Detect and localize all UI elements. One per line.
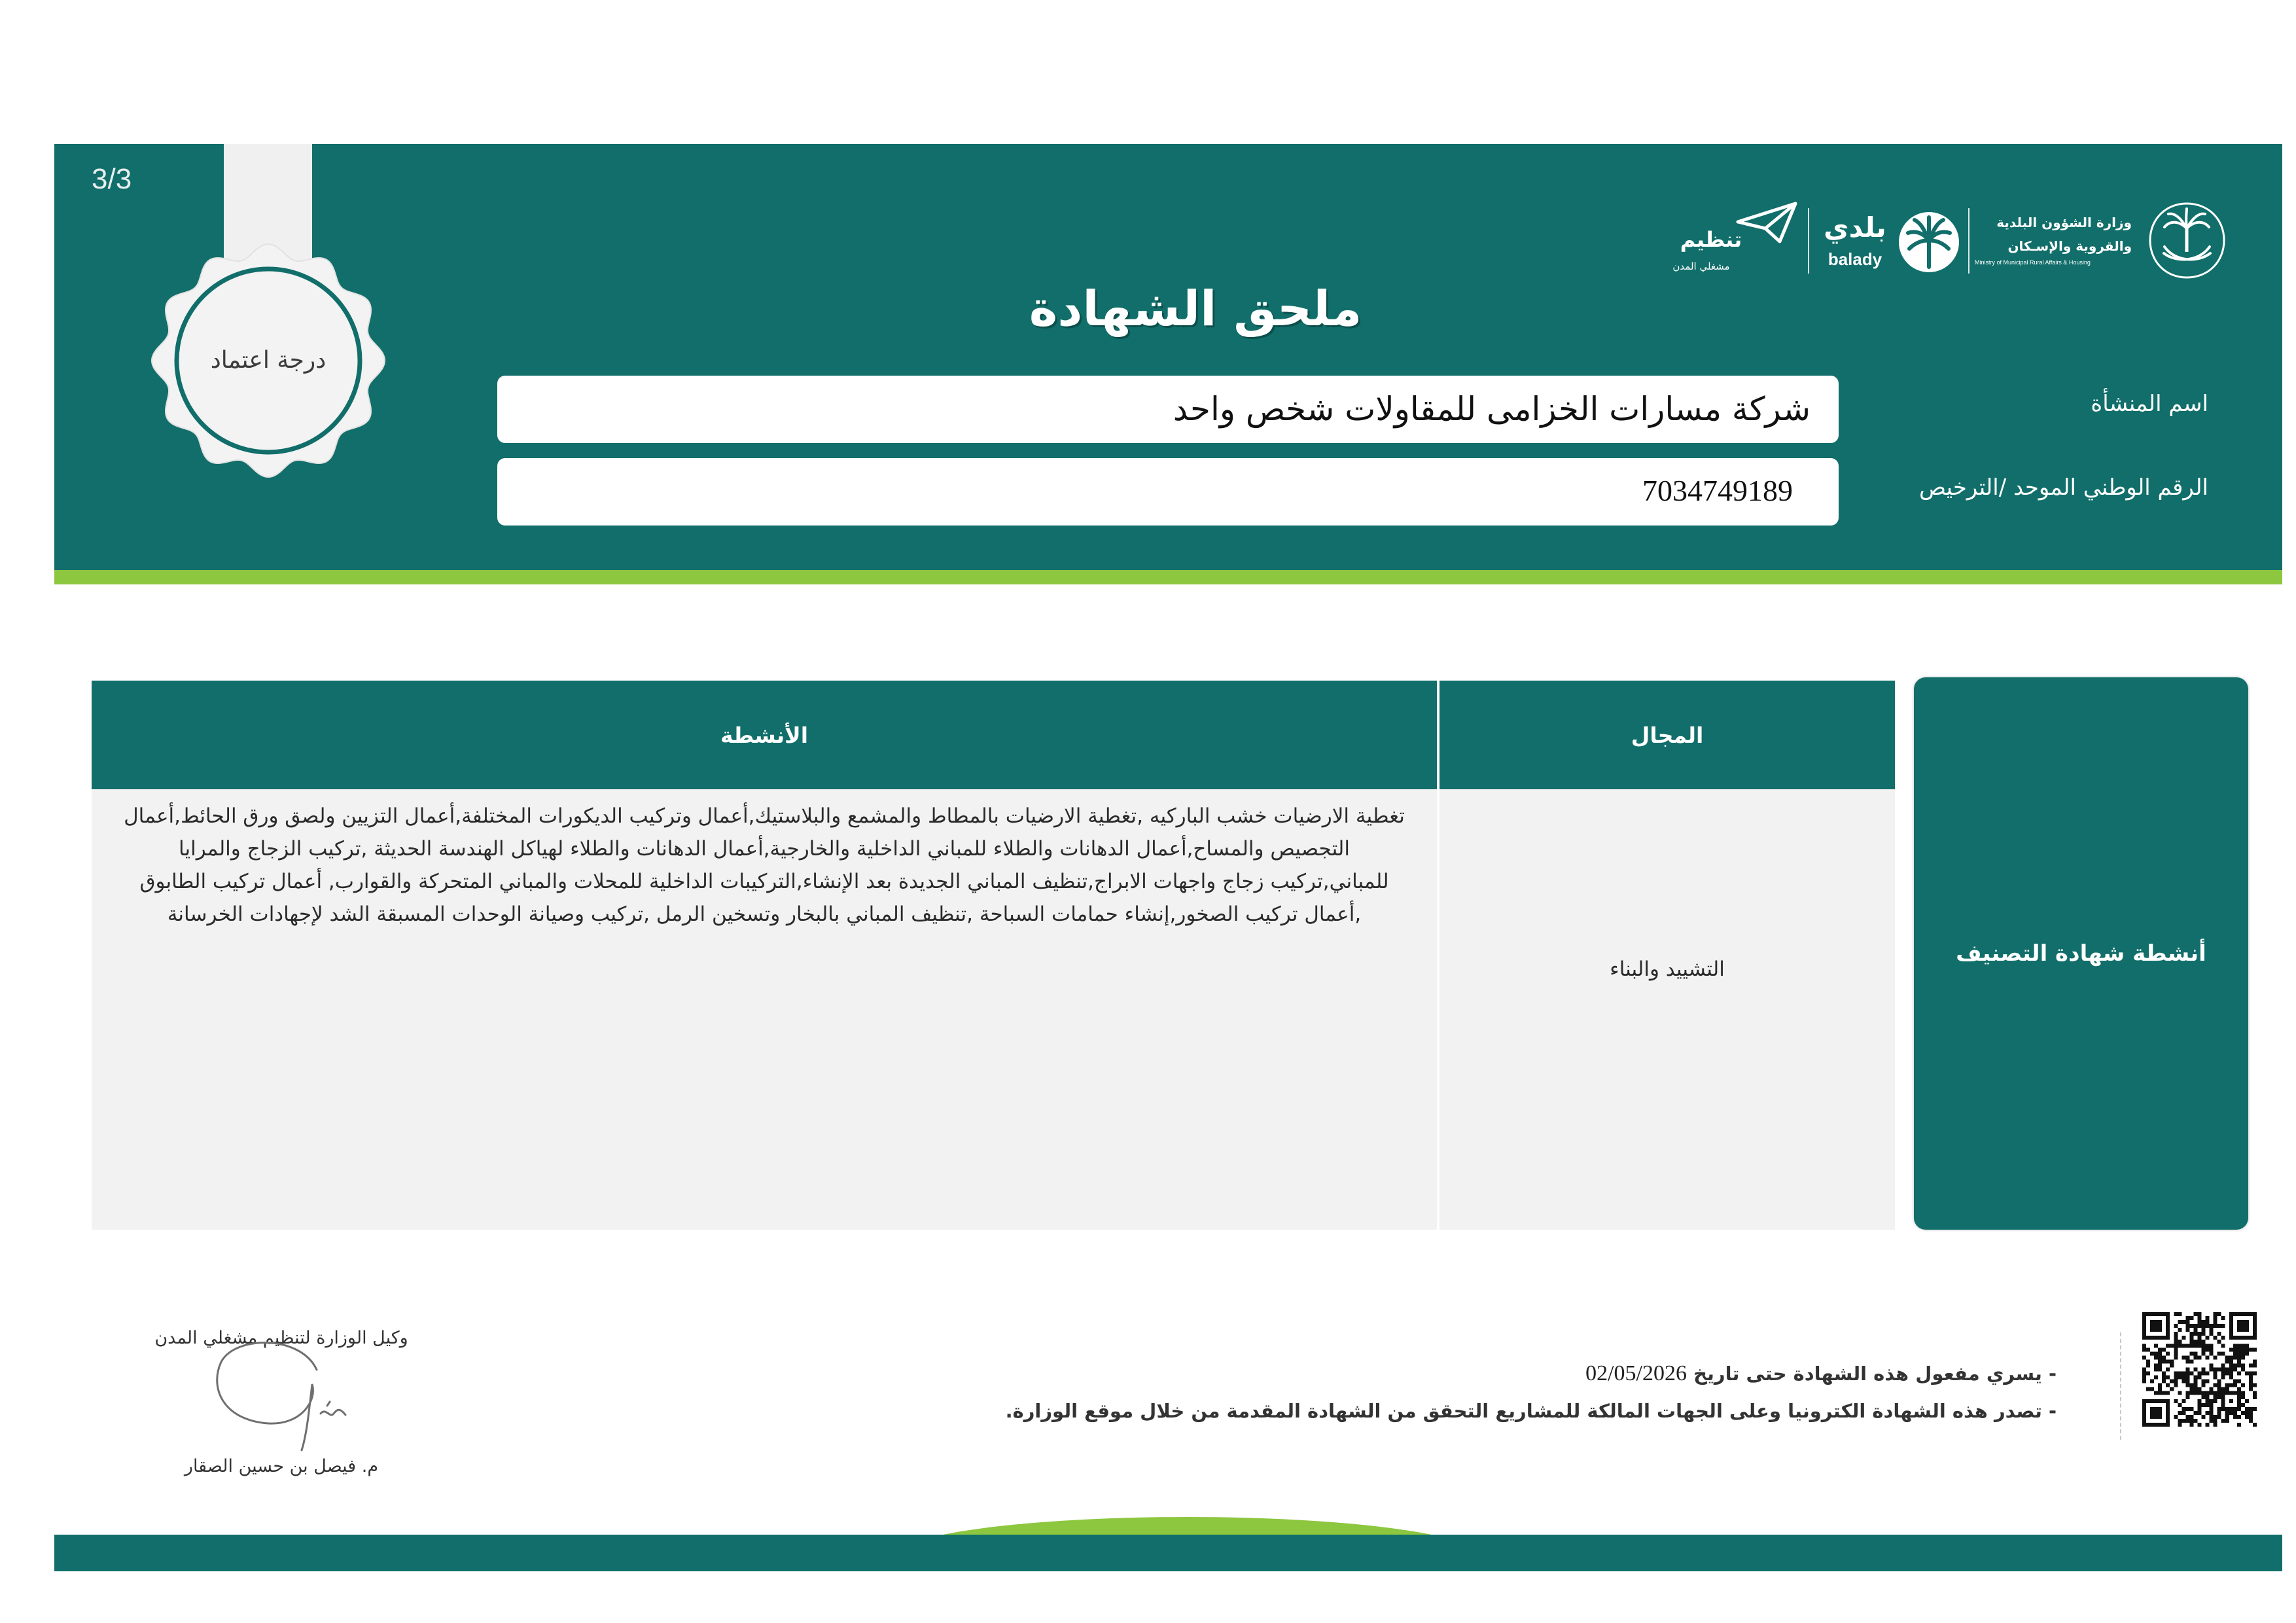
activities-text: تغطية الارضيات خشب الباركيه ,تغطية الارضيات بالمطاط والمشمع والبلاستيك,أعمال وتركيب الديكورات المختلفة,أعمال التزيين ولصق ورق الحائط,أعمال التجصيص والمساح,أعمال الدهانات والطلاء للمباني الداخلية والخارجية,أعمال الدهانات والطلاء لهياكل الهندسة الحديثة ,تركيب الزجاج والمرايا للمباني,تركيب زجاج واجهات الابراج,تنظيف المباني الجديدة بعد الإنشاء,التركيبات الداخلية للمحلات والمباني المتحركة والقوارب, أعمال تركيب الطابوق ,أعمال تركيب الصخور,إنشاء حمامات السباحة ,تنظيف المباني بالبخار وتسخين الرمل ,تركيب وصيانة الوحدات المسبقة الشد لإجهادات الخرسانة [124,804,1405,926]
ministry-emblem-icon [2146,200,2228,281]
page-number: 3/3 [92,163,132,195]
handwritten-signature [196,1322,366,1466]
balady-logo-arabic: بلدي [1824,211,1886,243]
national-number-field [497,458,1839,526]
ministry-name-line1: وزارة الشؤون البلدية [1996,215,2132,230]
establishment-name-label: اسم المنشأة [2091,391,2208,417]
validity-date: 02/05/2026 [1585,1361,1687,1385]
column-header-activities: الأنشطة [92,681,1437,789]
signatory-title: وكيل الوزارة لتنظيم مشغلي المدن [154,1328,408,1348]
header-accent-stripe [54,570,2282,584]
validity-note [846,1359,2057,1388]
footer-band [54,1535,2282,1571]
establishment-name-value: شركة مسارات الخزامى للمقاولات شخص واحد [1173,390,1810,428]
signatory-name: م. فيصل بن حسين الصقار [184,1456,379,1476]
field-text: التشييد والبناء [1610,957,1725,981]
national-number-value: 7034749189 [1642,474,1793,507]
issue-note: - تصدر هذه الشهادة الكترونيا وعلى الجهات المالكة للمشاريع التحقق من الشهادة المقدمة من خلال موقع الوزارة. [1005,1400,2057,1422]
page-title: ملحق الشهادة [1029,281,1362,337]
balady-logo-latin: balady [1828,249,1882,269]
establishment-name-field [497,376,1839,443]
ministry-name-english: Ministry of Municipal Rural Affairs & Housing [1975,259,2091,266]
field-cell [1439,789,1895,1230]
national-number-label: الرقم الوطني الموحد /الترخيص [1919,474,2208,501]
tanzeem-logo-arabic: تنظيم [1680,227,1742,252]
logo-divider [1968,208,1969,274]
classification-activities-panel [1914,677,2248,1230]
validity-label: - يسري مفعول هذه الشهادة حتى تاريخ [1693,1363,2057,1385]
tanzeem-logo-subtitle: مشغلي المدن [1672,260,1730,272]
badge-label: درجة اعتماد [210,347,327,374]
qr-code [2142,1312,2257,1427]
balady-palm-icon [1898,211,1960,274]
column-header-field: المجال [1439,681,1895,789]
ministry-name-line2: والقروية والإسـكان [2007,238,2132,254]
qr-divider [2120,1332,2121,1440]
ministry-name [1975,211,2132,267]
logo-divider [1808,208,1809,274]
activities-cell [92,789,1437,1230]
panel-title: أنشطة شهادة التصنيف [1956,940,2206,967]
